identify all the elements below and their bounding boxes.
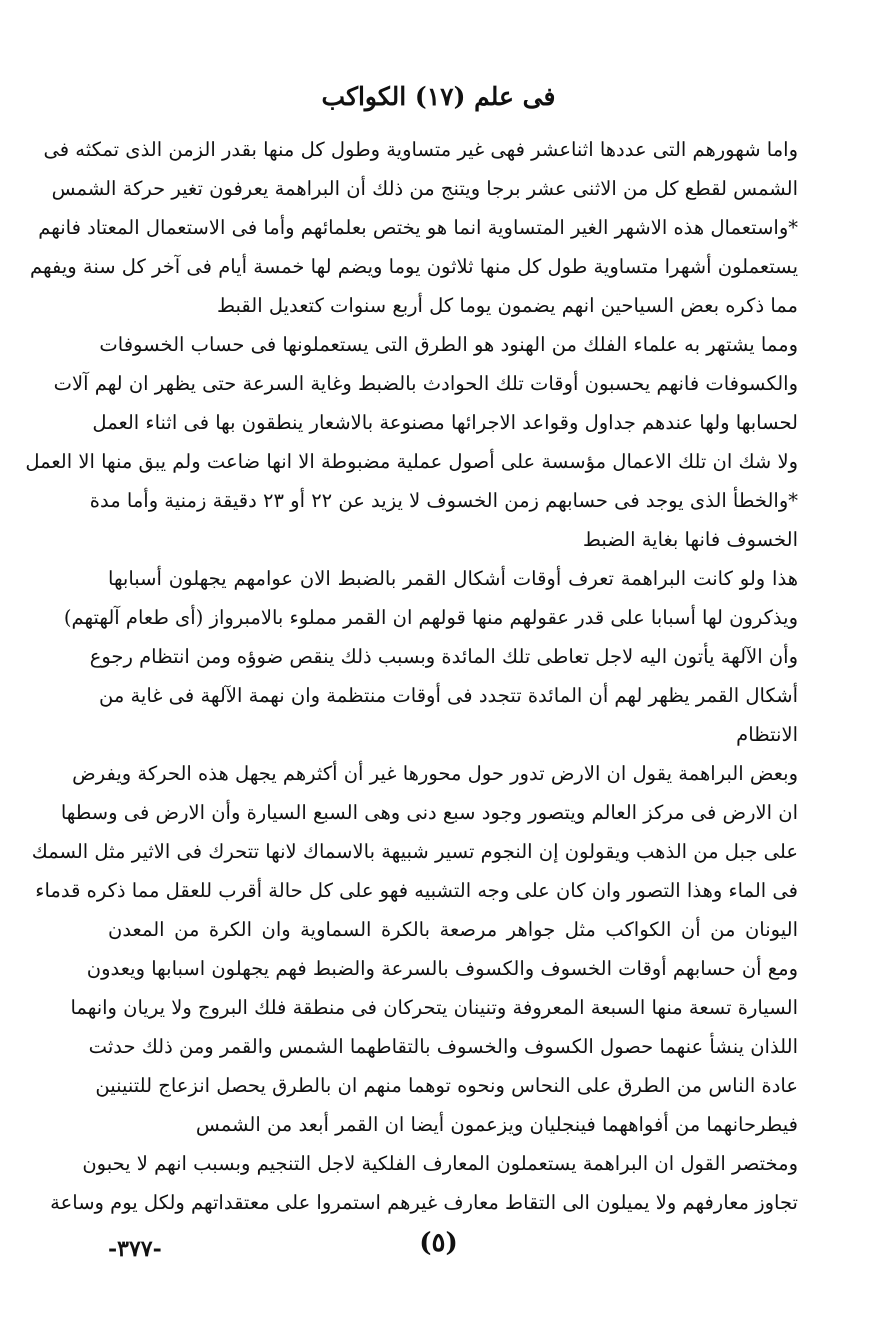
page-number: (٥): [419, 1228, 458, 1258]
text-line: الانتظام: [736, 723, 798, 746]
text-line: واما شهورهم التى عددها اثناعشر فهى غير متساوية وطول كل منها بقدر الزمن الذى تمكثه فى: [43, 138, 798, 161]
text-line: عادة الناس من الطرق على النحاس ونحوه توهما منهم ان بالطرق يحصل انزعاج للتنينين: [95, 1074, 798, 1097]
text-line: ويذكرون لها أسبابا على قدر عقولهم منها قولهم ان القمر مملوء بالامبرواز (أى طعام آلهتهم): [63, 606, 798, 629]
text-line: لحسابها ولها عندهم جداول وقواعد الاجرائها مصنوعة بالاشعار ينطقون بها فى اثناء العمل: [92, 411, 798, 434]
text-line: الخسوف فانها بغاية الضبط: [582, 528, 798, 551]
text-line: على جبل من الذهب ويقولون إن النجوم تسير شبيهة بالاسماك لانها تتحرك فى الاثير مثل السمك: [31, 840, 798, 863]
text-line: ولا شك ان تلك الاعمال مؤسسة على أصول عملية مضبوطة الا انها ضاعت ولم يبق منها الا العمل: [25, 450, 798, 473]
text-line: ومع أن حسابهم أوقات الخسوف والكسوف بالسرعة والضبط فهم يجهلون اسبابها ويعدون: [86, 957, 798, 980]
text-line: يستعملون أشهرا متساوية طول كل منها ثلاثون يوما ويضم لها خمسة أيام فى آخر كل سنة ويفهم: [30, 255, 798, 278]
text-line: وأن الآلهة يأتون اليه لاجل تعاطى تلك المائدة وبسبب ذلك ينقص ضوؤه ومن انتظام رجوع: [89, 645, 798, 668]
text-line: فى الماء وهذا التصور وان كان على وجه التشبيه فهو على كل حالة أقرب للعقل مما ذكره قدماء: [35, 879, 798, 902]
text-line: ان الارض فى مركز العالم ويتصور وجود سبع دنى وهى السبع السيارة وأن الارض فى وسطها: [60, 801, 798, 824]
text-line: هذا ولو كانت البراهمة تعرف أوقات أشكال القمر بالضبط الان عوامهم يجهلون أسبابها: [108, 567, 798, 590]
text-line: السيارة تسعة منها السبعة المعروفة وتنينان يتحركان فى منطقة فلك البروج ولا يريان وانهما: [70, 996, 798, 1019]
text-line: مما ذكره بعض السياحين انهم يضمون يوما كل أربع سنوات كتعديل القبط: [217, 294, 798, 317]
text-line: اليونان من أن الكواكب مثل جواهر مرصعة بالكرة السماوية وان الكرة من المعدن: [108, 918, 798, 941]
text-line: فيطرحانهما من أفواههما فينجليان ويزعمون أيضا ان القمر أبعد من الشمس: [195, 1113, 798, 1136]
folio-number: -٣٧٧-: [108, 1236, 162, 1262]
text-line: وبعض البراهمة يقول ان الارض تدور حول محورها غير أن أكثرهم يجهل هذه الحركة ويفرض: [72, 762, 798, 785]
body-text: [25, 130, 798, 1222]
text-line: الشمس لقطع كل من الاثنى عشر برجا ويتنج من ذلك أن البراهمة يعرفون تغير حركة الشمس: [51, 177, 798, 200]
text-line: ومما يشتهر به علماء الفلك من الهنود هو الطرق التى يستعملونها فى حساب الخسوفات: [99, 333, 798, 356]
running-title: فى علم (١٧) الكواكب: [321, 82, 556, 111]
text-line: أشكال القمر يظهر لهم أن المائدة تتجدد فى أوقات منتظمة وان نهمة الآلهة فى غاية من: [98, 684, 798, 707]
text-line: *واستعمال هذه الاشهر الغير المتساوية انما هو يختص بعلمائهم وأما فى الاستعمال المعتاد فانهم: [38, 216, 798, 239]
text-line: والكسوفات فانهم يحسبون أوقات تلك الحوادث بالضبط وغاية السرعة حتى يظهر ان لهم آلات: [53, 372, 798, 395]
text-line: ومختصر القول ان البراهمة يستعملون المعارف الفلكية لاجل التنجيم وبسبب انهم لا يحبون: [82, 1152, 798, 1175]
text-line: اللذان ينشأ عنهما حصول الكسوف والخسوف بالتقاطهما الشمس والقمر ومن ذلك حدثت: [88, 1035, 798, 1058]
text-line: تجاوز معارفهم ولا يميلون الى التقاط معارف غيرهم استمروا على معتقداتهم ولكل يوم وساعة: [50, 1191, 798, 1214]
text-line: *والخطأ الذى يوجد فى حسابهم زمن الخسوف لا يزيد عن ٢٢ أو ٢٣ دقيقة زمنية وأما مدة: [89, 489, 798, 512]
